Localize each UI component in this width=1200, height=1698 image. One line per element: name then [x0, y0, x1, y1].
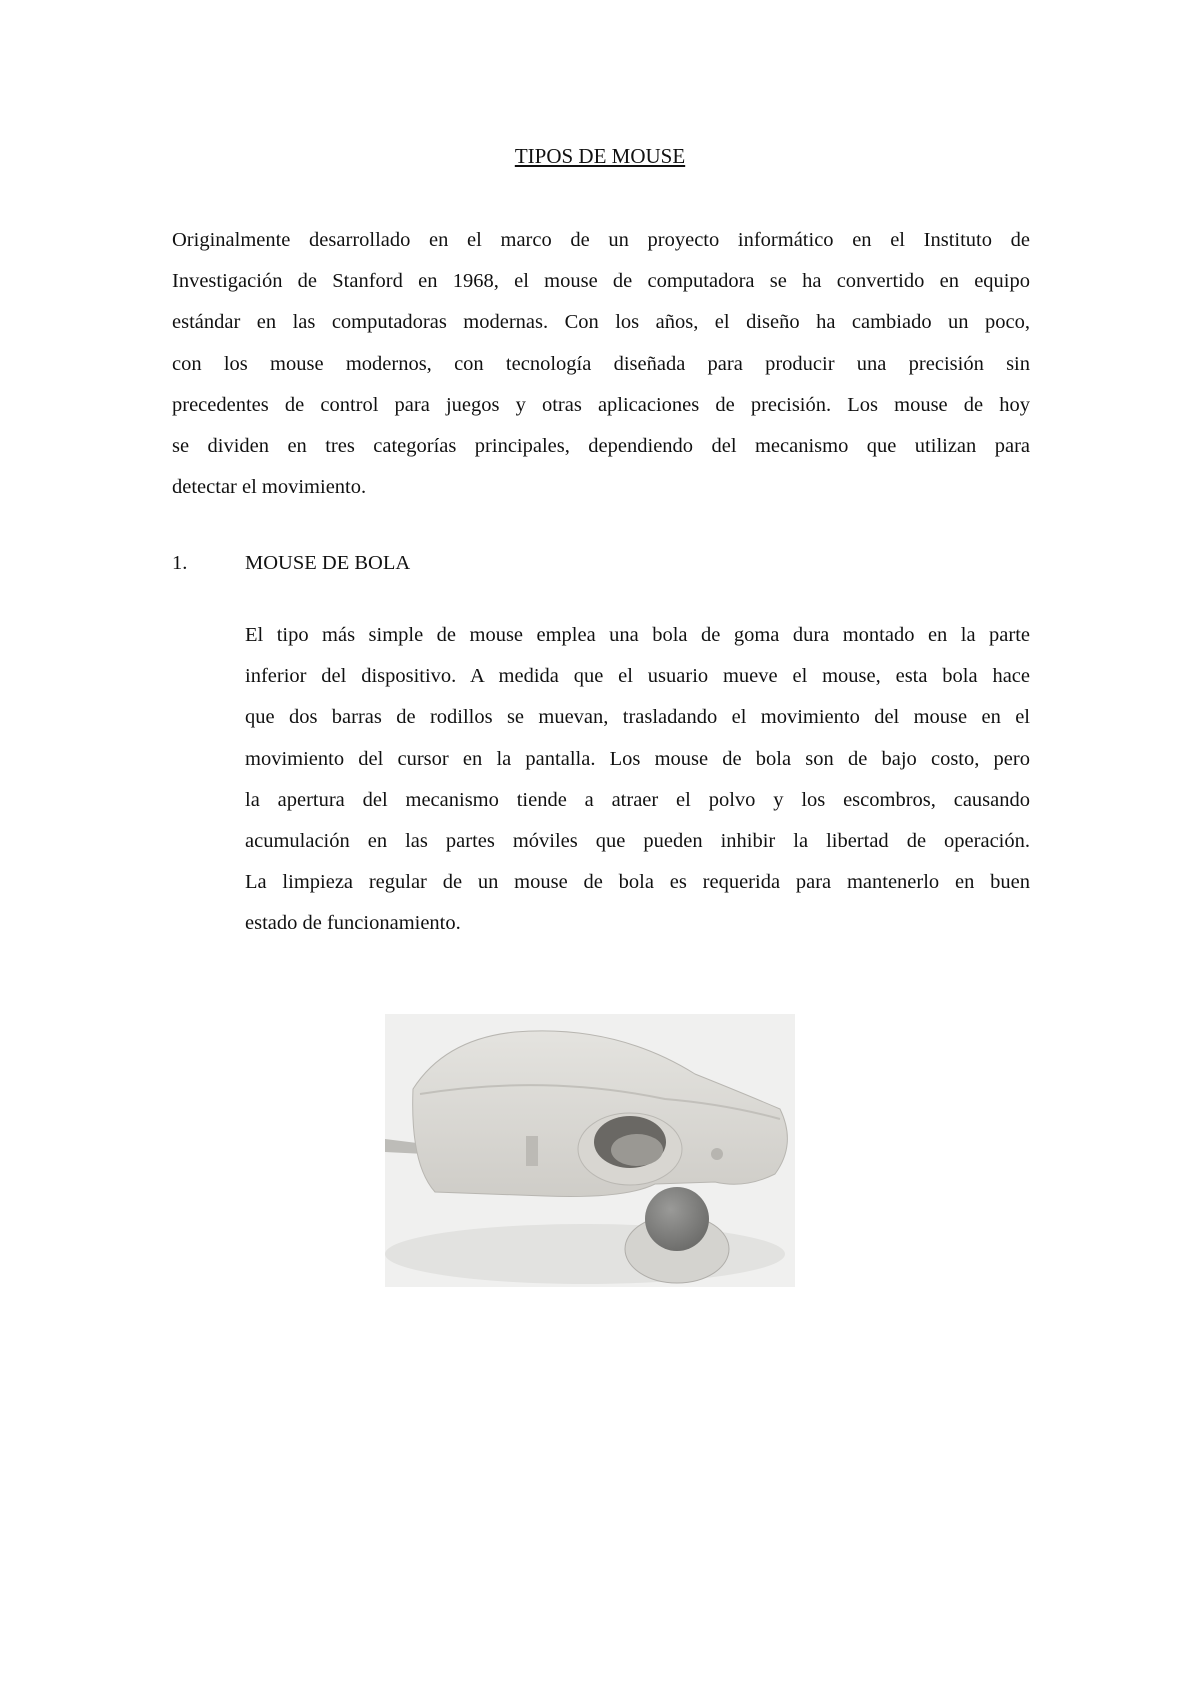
text-line: inferior del dispositivo. A medida que el usuario mueve el mouse, esta bola hace — [245, 665, 1030, 688]
section-heading — [172, 543, 410, 584]
text-line: detectar el movimiento. — [172, 476, 367, 499]
text-line: estado de funcionamiento. — [245, 912, 461, 935]
section-title: MOUSE DE BOLA — [245, 552, 411, 574]
text-line: acumulación en las partes móviles que pueden inhibir la libertad de operación. — [245, 829, 1030, 852]
text-line: El tipo más simple de mouse emplea una bola de goma dura montado en la parte — [245, 624, 1030, 646]
page-title: TIPOS DE MOUSE — [514, 144, 686, 168]
text-line: se dividen en tres categorías principales, dependiendo del mecanismo que utilizan para — [172, 434, 1030, 457]
text-line: Investigación de Stanford en 1968, el mouse de computadora se ha convertido en equipo — [172, 270, 1030, 293]
text-line: precedentes de control para juegos y otras aplicaciones de precisión. Los mouse de hoy — [172, 393, 1030, 416]
list-number: 1. — [172, 552, 188, 574]
text-line: con los mouse modernos, con tecnología diseñada para producir una precisión sin — [172, 352, 1030, 375]
text-line: estándar en las computadoras modernas. Con los años, el diseño ha cambiado un poco, — [172, 311, 1030, 334]
text-line: La limpieza regular de un mouse de bola es requerida para mantenerlo en buen — [245, 871, 1030, 894]
text-line: movimiento del cursor en la pantalla. Los mouse de bola son de bajo costo, pero — [245, 747, 1030, 770]
intro-paragraph — [172, 220, 1030, 508]
section-paragraph — [245, 615, 1030, 945]
text-line: Originalmente desarrollado en el marco de un proyecto informático en el Instituto de — [172, 229, 1030, 251]
text-line: que dos barras de rodillos se muevan, trasladando el movimiento del mouse en el — [245, 706, 1030, 729]
text-line: la apertura del mecanismo tiende a atraer el polvo y los escombros, causando — [245, 788, 1030, 811]
ball-mouse-photo — [385, 1014, 795, 1287]
